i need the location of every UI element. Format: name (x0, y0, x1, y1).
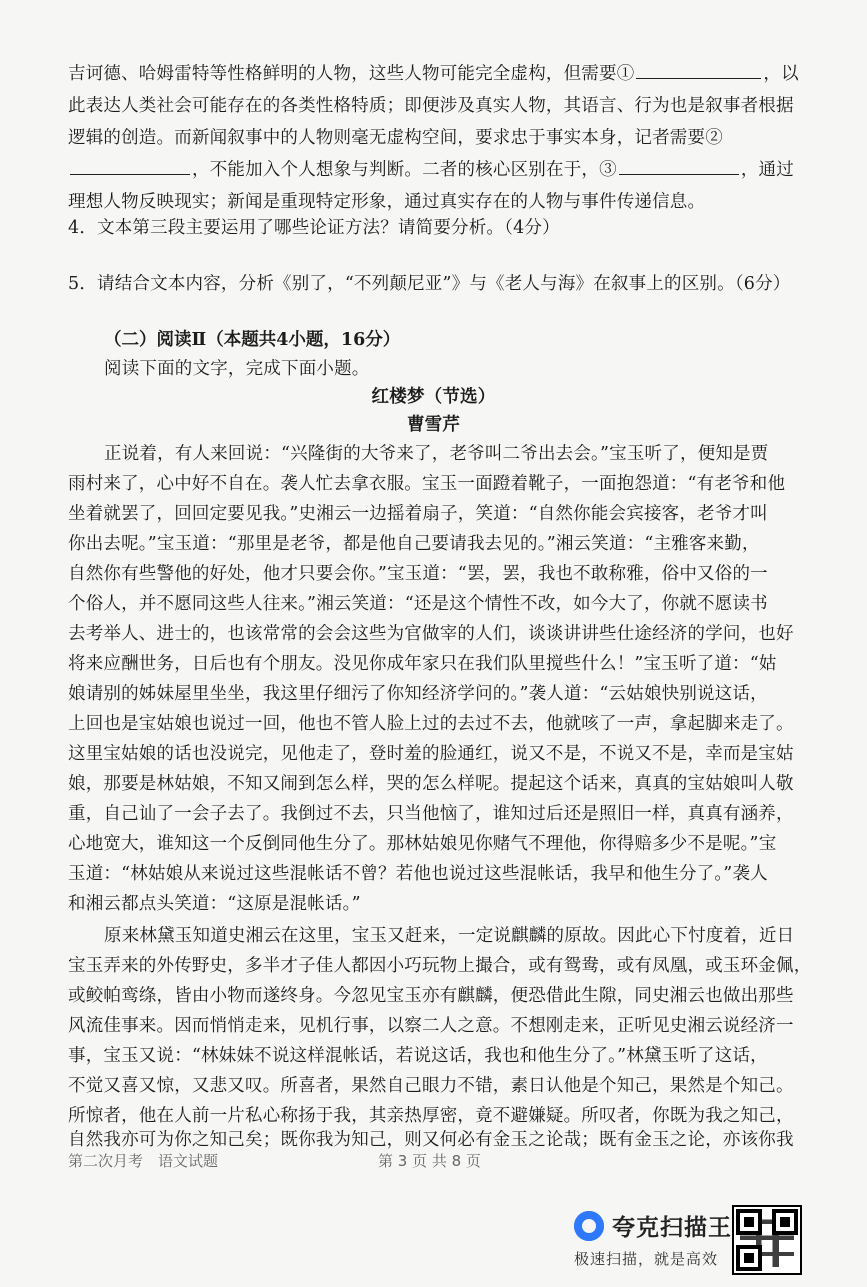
qr-code-icon (732, 1205, 802, 1275)
text-span: ，通过 (740, 160, 794, 180)
text-line: 此表达人类社会可能存在的各类性格特质；即便涉及真实人物，其语言、行为也是叙事者根据 (68, 96, 794, 116)
passage-line: 原来林黛玉知道史湘云在这里，宝玉又赶来，一定说麒麟的原故。因此心下忖度着，近日 (104, 926, 795, 946)
text-span: 吉诃德、哈姆雷特等性格鲜明的人物，这些人物可能完全虚构，但需要① (68, 64, 635, 84)
passage-line: 所惊者，他在人前一片私心称扬于我，其亲热厚密，竟不避嫌疑。所叹者，你既为我之知己， (68, 1106, 794, 1126)
passage-line: 风流佳事来。因而悄悄走来，见机行事，以察二人之意。不想刚走来，正听见史湘云说经济一 (68, 1016, 794, 1036)
passage-line: 娘，那要是林姑娘，不知又闹到怎么样，哭的怎么样呢。提起这个话来，真真的宝姑娘叫人敬 (68, 774, 794, 794)
text-span: ，以 (763, 64, 799, 84)
footer-exam-name: 第二次月考 语文试题 (68, 1152, 219, 1170)
passage-line: 你出去呢。”宝玉道：“那里是老爷，都是他自己要请我去见的。”湘云笑道：“主雅客来勤， (68, 534, 760, 554)
passage-line: 不觉又喜又惊，又悲又叹。所喜者，果然自己眼力不错，素日认他是个知己，果然是个知己。 (68, 1076, 794, 1096)
passage-line: 正说着，有人来回说：“兴隆街的大爷来了，老爷叫二爷出去会。”宝玉听了，便知是贾 (104, 444, 769, 464)
passage-line: 或鲛帕鸾绦，皆由小物而遂终身。今忽见宝玉亦有麒麟，便恐借此生隙，同史湘云也做出那些 (68, 986, 794, 1006)
scanner-watermark (574, 1205, 814, 1275)
passage-line: 将来应酬世务，日后也有个朋友。没见你成年家只在我们队里搅些什么！”宝玉听了道：“姑 (68, 654, 777, 674)
passage-line: 心地宽大，谁知这一个反倒同他生分了。那林姑娘见你赌气不理他，你得赔多少不是呢。”宝 (68, 834, 777, 854)
answer-blank-2 (70, 156, 190, 175)
scanner-app-name: 夸克扫描王 (612, 1215, 732, 1241)
passage-line: 事，宝玉又说：“林妹妹不说这样混帐话，若说这话，我也和他生分了。”林黛玉听了这话， (68, 1046, 768, 1066)
answer-blank-3 (619, 156, 739, 175)
passage-line: 雨村来了，心中好不自在。袭人忙去拿衣服。宝玉一面蹬着靴子，一面抱怨道：“有老爷和他 (68, 474, 786, 494)
section-instruction: 阅读下面的文字，完成下面小题。 (104, 359, 370, 379)
passage-line: 重，自己讪了一会子去了。我倒过不去，只当他恼了，谁知过后还是照旧一样，真真有涵养， (68, 804, 794, 824)
question-4: 4．文本第三段主要运用了哪些论证方法？请简要分析。（4分） (68, 218, 560, 238)
passage-line: 自然我亦可为你之知己矣；既你我为知己，则又何必有金玉之论哉；既有金玉之论，亦该你我 (68, 1130, 794, 1150)
passage-line: 去考举人、进士的，也该常常的会会这些为官做宰的人们，谈谈讲讲些仕途经济的学问，也好 (68, 624, 794, 644)
passage-line: 娘请别的姊妹屋里坐坐，我这里仔细污了你知经济学问的。”袭人道：“云姑娘快别说这话， (68, 684, 768, 704)
quark-logo-icon (574, 1211, 604, 1241)
passage-line: 坐着就罢了，回回定要见我。”史湘云一边摇着扇子，笑道：“自然你能会宾接客，老爷才叫 (68, 504, 768, 524)
text-line: 逻辑的创造。而新闻叙事中的人物则毫无虚构空间，要求忠于事实本身，记者需要② (68, 128, 723, 148)
author-name: 曹雪芹 (406, 415, 461, 435)
question-5: 5．请结合文本内容，分析《别了，“不列颠尼亚”》与《老人与海》在叙事上的区别。（6分） (68, 274, 791, 294)
text-line (68, 154, 808, 186)
scanner-slogan: 极速扫描，就是高效 (574, 1250, 719, 1268)
passage-line: 玉道：“林姑娘从来说过这些混帐话不曾？若他也说过这些混帐话，我早和他生分了。”袭人 (68, 864, 768, 884)
passage-line: 和湘云都点头笑道：“这原是混帐话。” (68, 894, 361, 914)
passage-line: 这里宝姑娘的话也没说完，见他走了，登时羞的脸通红，说又不是，不说又不是，幸而是宝姑 (68, 744, 794, 764)
text-line (68, 58, 808, 90)
text-line: 理想人物反映现实；新闻是重现特定形象，通过真实存在的人物与事件传递信息。 (68, 192, 706, 212)
passage-line: 个俗人，并不愿同这些人往来。”湘云笑道：“还是这个情性不改，如今大了，你就不愿读书 (68, 594, 768, 614)
work-title: 红楼梦（节选） (371, 387, 496, 407)
passage-line: 上回也是宝姑娘也说过一回，他也不管人脸上过的去过不去，他就咳了一声，拿起脚来走了。 (68, 714, 794, 734)
passage-line: 宝玉弄来的外传野史，多半才子佳人都因小巧玩物上撮合，或有鸳鸯，或有凤凰，或玉环金佩， (68, 956, 812, 976)
footer-page-number: 第 3 页 共 8 页 (378, 1152, 481, 1170)
section-title: （二）阅读Ⅱ（本题共4小题，16分） (104, 330, 401, 350)
answer-blank-1 (636, 60, 761, 79)
passage-line: 自然你有些警他的好处，他才只要会你。”宝玉道：“罢，罢，我也不敢称雅，俗中又俗的一 (68, 564, 768, 584)
text-span: ，不能加入个人想象与判断。二者的核心区别在于，③ (192, 160, 617, 180)
